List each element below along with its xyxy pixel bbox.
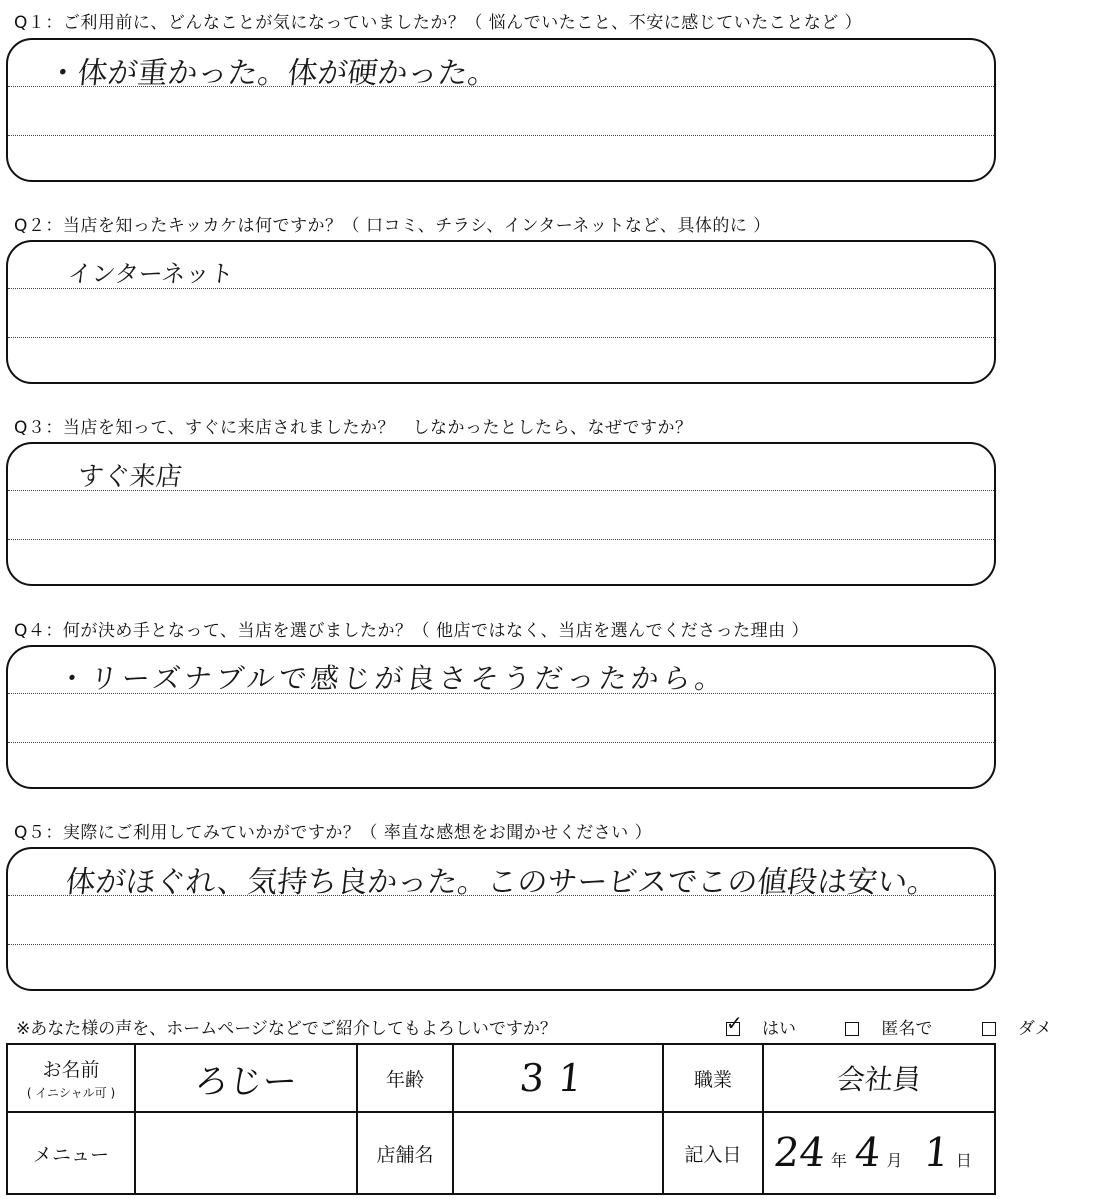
store-value-cell[interactable] bbox=[453, 1112, 663, 1194]
answer-box-1[interactable] bbox=[6, 38, 996, 182]
date-day: 1 bbox=[921, 1130, 953, 1176]
menu-label: メニュー bbox=[32, 1143, 109, 1166]
answer-box-4[interactable] bbox=[6, 645, 996, 789]
rule-line bbox=[8, 944, 994, 945]
consent-options bbox=[726, 1014, 1096, 1039]
checkbox-icon[interactable] bbox=[982, 1022, 996, 1036]
age-label: 年齢 bbox=[385, 1068, 424, 1091]
menu-value-cell[interactable] bbox=[135, 1112, 357, 1194]
consent-option-anonymous[interactable]: 匿名で bbox=[845, 1019, 954, 1039]
answer-2-text: インターネット bbox=[66, 260, 236, 288]
question-5-label: Q５：実際にご利用してみていかがですか？（ 率直な感想をお聞かせください ） bbox=[14, 823, 653, 843]
date-label-cell bbox=[663, 1112, 763, 1194]
checkbox-icon[interactable] bbox=[845, 1022, 859, 1036]
date-month-unit: 月 bbox=[886, 1151, 903, 1170]
menu-label-cell bbox=[7, 1112, 135, 1194]
question-4-label: Q４：何が決め手となって、当店を選びましたか？（ 他店ではなく、当店を選んでくださった理由 ） bbox=[14, 621, 810, 641]
date-year: 24 bbox=[771, 1130, 828, 1176]
name-value-cell[interactable] bbox=[135, 1044, 357, 1112]
answer-3-text: すぐ来店 bbox=[76, 462, 184, 492]
rule-line bbox=[8, 135, 994, 136]
rule-line bbox=[8, 539, 994, 540]
age-label-cell bbox=[357, 1044, 453, 1112]
rule-line bbox=[8, 742, 994, 743]
answer-5-text: 体がほぐれ、気持ち良かった。このサービスでこの値段は安い。 bbox=[63, 865, 940, 900]
date-value-cell[interactable] bbox=[763, 1112, 995, 1194]
store-label: 店舗名 bbox=[376, 1143, 434, 1166]
consent-question: ※あなた様の声を、ホームページなどでご紹介してもよろしいですか？ bbox=[16, 1019, 557, 1039]
checkbox-checked-icon[interactable] bbox=[726, 1022, 740, 1036]
answer-box-2[interactable] bbox=[6, 240, 996, 384]
answer-4-text: ・リーズナブルで感じが良さそうだったから。 bbox=[56, 662, 729, 695]
date-day-unit: 日 bbox=[955, 1151, 972, 1170]
store-label-cell bbox=[357, 1112, 453, 1194]
job-label-cell bbox=[663, 1044, 763, 1112]
info-table bbox=[6, 1043, 996, 1195]
rule-line bbox=[8, 337, 994, 338]
job-value: 会社員 bbox=[835, 1063, 923, 1096]
question-3-label: Q３：当店を知って、すぐに来店されましたか？ しなかったとしたら、なぜですか？ bbox=[14, 418, 693, 438]
name-label-cell bbox=[7, 1044, 135, 1112]
job-label: 職業 bbox=[693, 1068, 732, 1091]
consent-option-no[interactable]: ダメ bbox=[982, 1019, 1074, 1039]
age-value: 31 bbox=[517, 1056, 599, 1100]
answer-1-text: ・体が重かった。体が硬かった。 bbox=[45, 56, 500, 91]
answer-box-3[interactable] bbox=[6, 442, 996, 586]
answer-box-5[interactable] bbox=[6, 847, 996, 991]
date-label: 記入日 bbox=[684, 1143, 742, 1166]
date-year-unit: 年 bbox=[830, 1151, 847, 1170]
name-label: お名前 bbox=[42, 1059, 100, 1081]
name-sublabel: ( イニシャル可 ) bbox=[26, 1086, 116, 1100]
consent-option-yes[interactable]: ✓ はい bbox=[726, 1019, 818, 1039]
name-value: ろじー bbox=[192, 1061, 299, 1102]
date-month: 4 bbox=[852, 1130, 883, 1176]
question-1-label: Q１：ご利用前に、どんなことが気になっていましたか？（ 悩んでいたこと、不安に感じていたことなど ） bbox=[14, 13, 863, 33]
age-value-cell[interactable] bbox=[453, 1044, 663, 1112]
question-2-label: Q２：当店を知ったキッカケは何ですか？（ 口コミ、チラシ、インターネットなど、具体的に ） bbox=[14, 216, 771, 236]
job-value-cell[interactable] bbox=[763, 1044, 995, 1112]
